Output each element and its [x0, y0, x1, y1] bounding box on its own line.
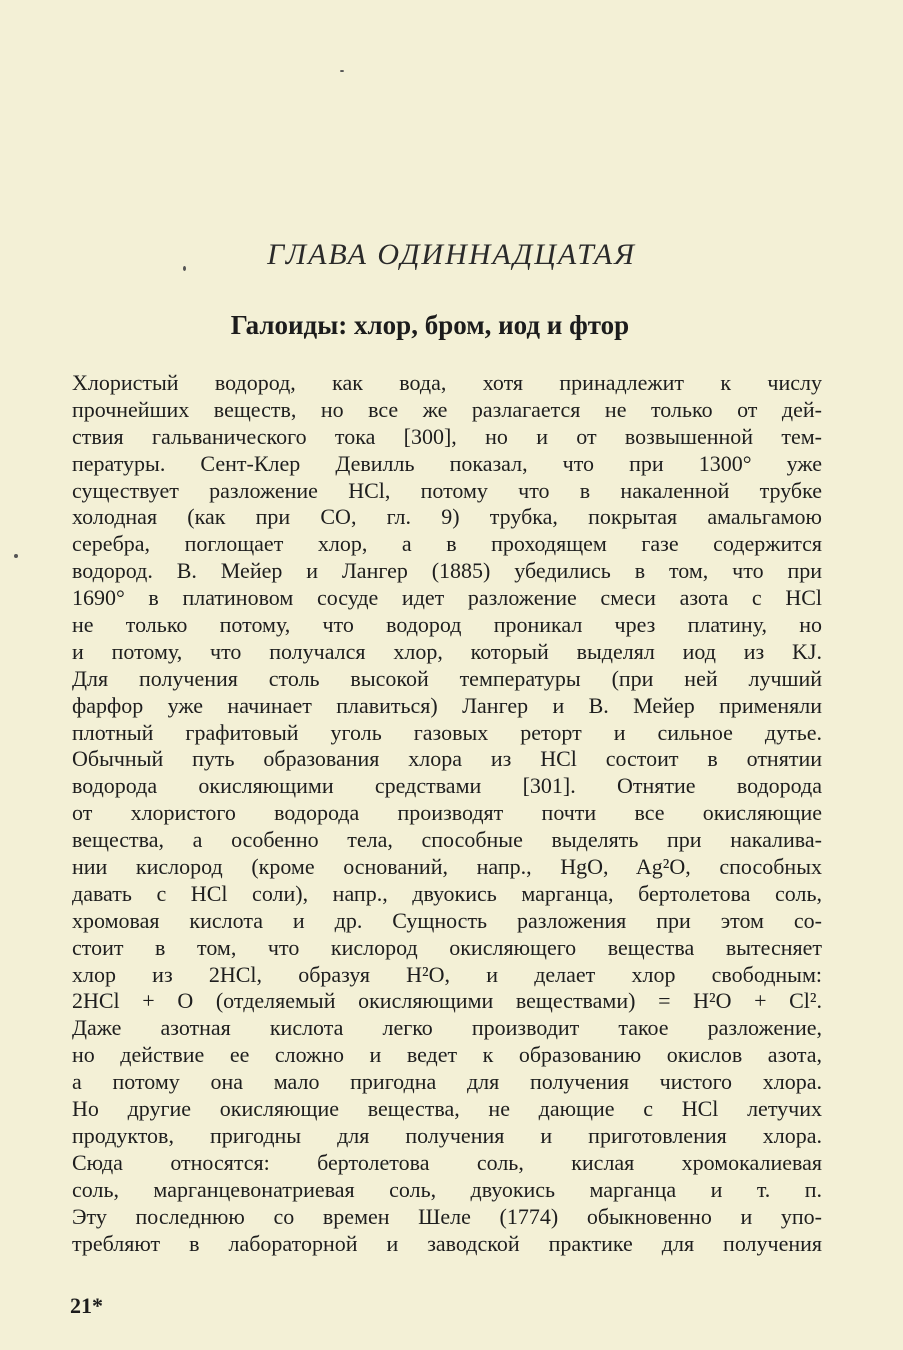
text-line: Эту последнюю со времен Шеле (1774) обыкновенно и упо- [72, 1203, 822, 1229]
text-line: Даже азотная кислота легко производит такое разложение, [72, 1015, 822, 1041]
text-line: не только потому, что водород проникал чрез платину, но [72, 612, 822, 638]
text-line: плотный графитовый уголь газовых реторт и сильное дутье. [72, 719, 822, 745]
text-line: ствия гальванического тока [300], но и от возвышенной тем- [72, 423, 822, 449]
text-line: хромовая кислота и др. Сущность разложения при этом со- [72, 907, 822, 933]
text-line: холодная (как при CO, гл. 9) трубка, покрытая амальгамою [72, 504, 822, 530]
text-line: соль, марганцевонатриевая соль, двуокись марганца и т. п. [72, 1176, 822, 1202]
text-line: 1690° в платиновом сосуде идет разложение смеси азота с HCl [72, 585, 822, 611]
text-line: Для получения столь высокой температуры (при ней лучший [72, 665, 822, 691]
text-line: водород. В. Мейер и Лангер (1885) убедились в том, что при [72, 558, 822, 584]
text-line: существует разложение HCl, потому что в накаленной трубке [72, 477, 822, 503]
text-line: от хлористого водорода производят почти все окисляющие [72, 800, 822, 826]
text-line: водорода окисляющими средствами [301]. Отнятие водорода [72, 773, 822, 799]
text-line: вещества, а особенно тела, способные выделять при накалива- [72, 827, 822, 853]
print-speck [340, 70, 344, 72]
text-line: требляют в лабораторной и заводской практике для получения [72, 1230, 822, 1256]
text-line: прочнейших веществ, но все же разлагается не только от дей- [72, 396, 822, 422]
text-line: давать с HCl соли), напр., двуокись марганца, бертолетова соль, [72, 880, 822, 906]
text-line: Хлористый водород, как вода, хотя принадлежит к числу [72, 370, 822, 395]
text-line: стоит в том, что кислород окисляющего вещества вытесняет [72, 934, 822, 960]
text-line: фарфор уже начинает плавиться) Лангер и В. Мейер применяли [72, 692, 822, 718]
text-line: продуктов, пригодны для получения и приготовления хлора. [72, 1122, 822, 1148]
text-line: пературы. Сент-Клер Девилль показал, что при 1300° уже [72, 450, 822, 476]
text-line: хлор из 2HCl, образуя H²O, и делает хлор свободным: [72, 961, 822, 987]
text-line: нии кислород (кроме оснований, напр., HgO, Ag²O, способных [72, 854, 822, 880]
chapter-heading: ГЛАВА ОДИННАДЦАТАЯ [267, 238, 636, 271]
text-line: Обычный путь образования хлора из HCl состоит в отнятии [72, 746, 822, 772]
text-line: а потому она мало пригодна для получения чистого хлора. [72, 1069, 822, 1095]
print-speck [14, 554, 18, 558]
text-line: Сюда относятся: бертолетова соль, кислая хромокалиевая [72, 1149, 822, 1175]
text-line: и потому, что получался хлор, который выделял иод из KJ. [72, 638, 822, 664]
text-line: 2HCl + O (отделяемый окисляющими веществами) = H²O + Cl². [72, 988, 822, 1014]
page-number: 21* [70, 1293, 103, 1318]
text-line: но действие ее сложно и ведет к образованию окислов азота, [72, 1042, 822, 1068]
text-line: серебра, поглощает хлор, а в проходящем газе содержится [72, 531, 822, 557]
section-title: Галоиды: хлор, бром, иод и фтор [230, 310, 630, 340]
text-line: Но другие окисляющие вещества, не дающие с HCl летучих [72, 1096, 822, 1122]
body-text [72, 370, 822, 1257]
